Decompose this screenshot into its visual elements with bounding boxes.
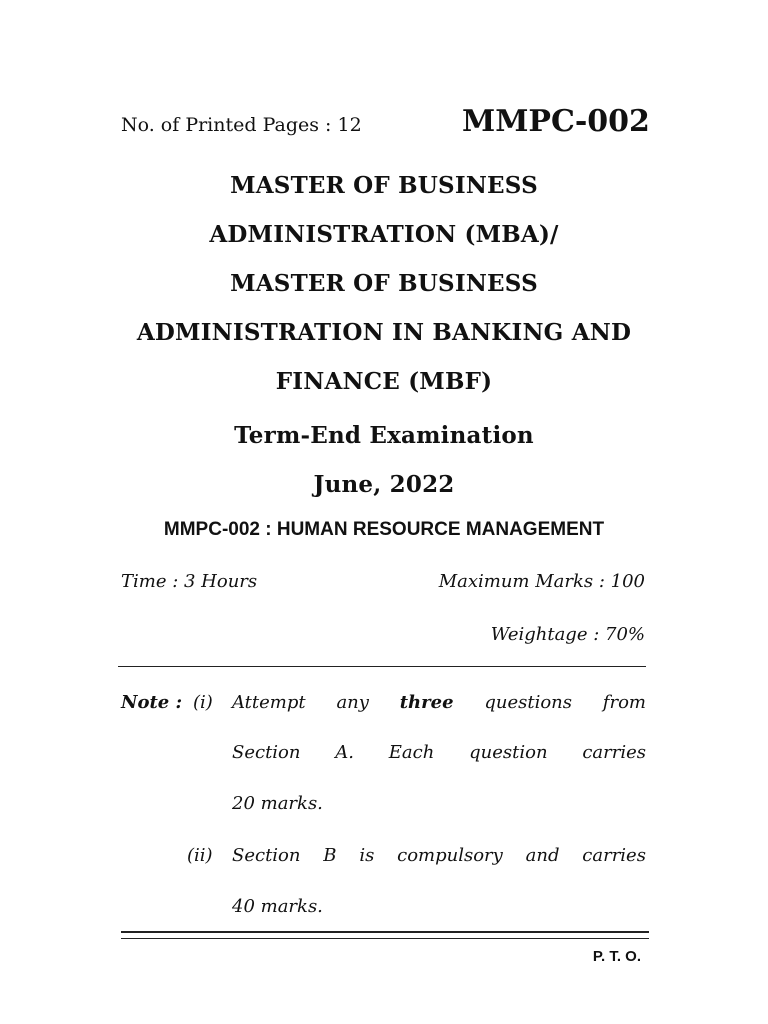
note-word: Each <box>388 742 435 763</box>
note-word: question <box>469 742 548 763</box>
weightage: Weightage : 70% <box>490 624 645 645</box>
programme-title-line-5: FINANCE (MBF) <box>275 368 493 395</box>
note-i-row-2 <box>232 742 646 763</box>
exam-name: Term-End Examination <box>234 422 534 449</box>
note-ii-row-1 <box>232 845 646 866</box>
footer-rule-thin <box>121 938 649 939</box>
please-turn-over: P. T. O. <box>592 948 641 965</box>
note-word: Section <box>232 742 301 763</box>
footer-rule-thick <box>121 931 649 933</box>
note-word: B <box>323 845 337 866</box>
note-word: carries <box>582 742 646 763</box>
note-marker-ii: (ii) <box>187 845 213 866</box>
note-ii-row-2: 40 marks. <box>232 896 323 917</box>
exam-session: June, 2022 <box>313 471 455 498</box>
note-word: and <box>525 845 560 866</box>
note-word: from <box>602 692 646 713</box>
note-marker-i: (i) <box>193 692 213 713</box>
note-word-emphasis: three <box>399 692 454 713</box>
note-i-row-1 <box>232 692 646 713</box>
exam-time: Time : 3 Hours <box>121 571 258 592</box>
maximum-marks: Maximum Marks : 100 <box>438 571 645 592</box>
note-word: any <box>336 692 369 713</box>
note-word: compulsory <box>397 845 503 866</box>
note-word: carries <box>582 845 646 866</box>
note-word: is <box>359 845 375 866</box>
note-word: Section <box>232 845 301 866</box>
note-word: A. <box>335 742 354 763</box>
divider-line <box>118 666 646 667</box>
note-label: Note : <box>121 692 183 713</box>
programme-title-line-1: MASTER OF BUSINESS <box>230 172 538 199</box>
programme-title-line-2: ADMINISTRATION (MBA)/ <box>209 221 559 248</box>
note-word: questions <box>484 692 572 713</box>
printed-pages-count: No. of Printed Pages : 12 <box>121 114 362 136</box>
course-code-heading: MMPC-002 <box>462 104 650 139</box>
note-i-row-3: 20 marks. <box>232 793 323 814</box>
programme-title-line-4: ADMINISTRATION IN BANKING AND <box>136 319 632 346</box>
note-word: Attempt <box>232 692 306 713</box>
course-title: MMPC-002 : HUMAN RESOURCE MANAGEMENT <box>163 519 605 540</box>
programme-title-line-3: MASTER OF BUSINESS <box>230 270 538 297</box>
